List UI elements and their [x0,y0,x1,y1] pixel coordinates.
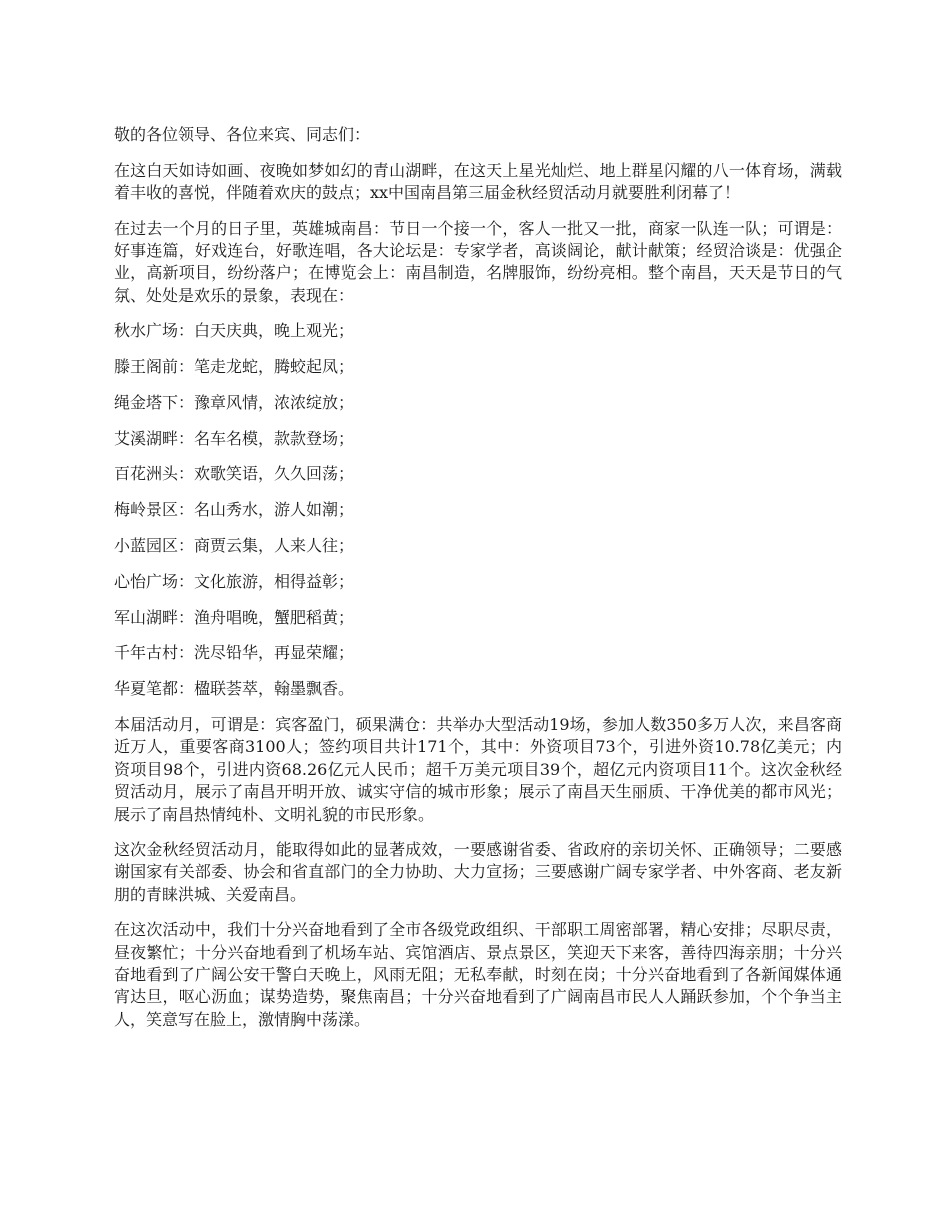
scene-line-tengwang: 滕王阁前：笔走龙蛇，腾蛟起凤； [114,357,355,377]
salutation: 敬的各位领导、各位来宾、同志们： [114,125,371,144]
scene-line-junshan: 军山湖畔：渔舟唱晚，蟹肥稻黄； [114,607,355,627]
appreciation-paragraph: 在这次活动中，我们十分兴奋地看到了全市各级党政组织、干部职工周密部署，精心安排；尽职尽责，昼夜繁忙；十分兴奋地看到了机场车站、宾馆酒店、景点景区，笑迎天下来客，善待四海亲朋；十分兴奋地看到了广阔公安干警白天晚上，风雨无阻；无私奉献，时刻在岗；十分兴奋地看到了各新闻媒体通宵达旦，呕心沥血；谋势造势，聚焦南昌；十分兴奋地看到了广阔南昌市民人人踊跃参加，个个争当主人，笑意写在脸上，激情胸中荡漾。 [114,920,842,1029]
thanks-paragraph: 这次金秋经贸活动月，能取得如此的显著成效，一要感谢省委、省政府的亲切关怀、正确领导；二要感谢国家有关部委、协会和省直部门的全力协助、大力宣扬；三要感谢广阔专家学者、中外客商、老友新朋的青睐洪城、关爱南昌。 [114,840,842,904]
opening-paragraph: 在这白天如诗如画、夜晚如梦如幻的青山湖畔，在这天上星光灿烂、地上群星闪耀的八一体育场，满载着丰收的喜悦，伴随着欢庆的鼓点；xx中国南昌第三届金秋经贸活动月就要胜利闭幕了！ [114,160,842,203]
scene-line-aixi: 艾溪湖畔：名车名模，款款登场； [114,428,355,448]
scene-line-huaxia: 华夏笔都：楹联荟萃，翰墨飘香。 [114,679,355,699]
scene-line-xiaolan: 小蓝园区：商贾云集，人来人往； [114,536,355,556]
scene-line-xinyi: 心怡广场：文化旅游，相得益彰； [114,571,355,591]
scene-line-qiushui: 秋水广场：白天庆典，晚上观光； [114,321,355,341]
document-page [114,124,842,1044]
scene-line-baihua: 百花洲头：欢歌笑语，久久回荡； [114,464,355,484]
scene-line-meiling: 梅岭景区：名山秀水，游人如潮； [114,500,355,520]
scene-line-qiannian: 千年古村：洗尽铅华，再显荣耀； [114,643,355,663]
summary-paragraph: 在过去一个月的日子里，英雄城南昌：节日一个接一个，客人一批又一批，商家一队连一队；可谓是：好事连篇，好戏连台，好歌连唱，各大论坛是：专家学者，高谈阔论，献计献策；经贸洽谈是：优强企业，高新项目，纷纷落户；在博览会上：南昌制造，名牌服饰，纷纷亮相。整个南昌，天天是节日的气氛、处处是欢乐的景象，表现在： [114,218,842,305]
scene-line-shengjin: 绳金塔下：豫章风情，浓浓绽放； [114,392,355,412]
results-paragraph: 本届活动月，可谓是：宾客盈门，硕果满仓：共举办大型活动19场，参加人数350多万人次，来昌客商近万人，重要客商3100人；签约项目共计171个，其中：外资项目73个，引进外资10.78亿美元；内资项目98个，引进内资68.26亿元人民币；超千万美元项目39个，超亿元内资项目11个。这次金秋经贸活动月，展示了南昌开明开放、诚实守信的城市形象；展示了南昌天生丽质、干净优美的都市风光；展示了南昌热情纯朴、文明礼貌的市民形象。 [114,715,842,824]
